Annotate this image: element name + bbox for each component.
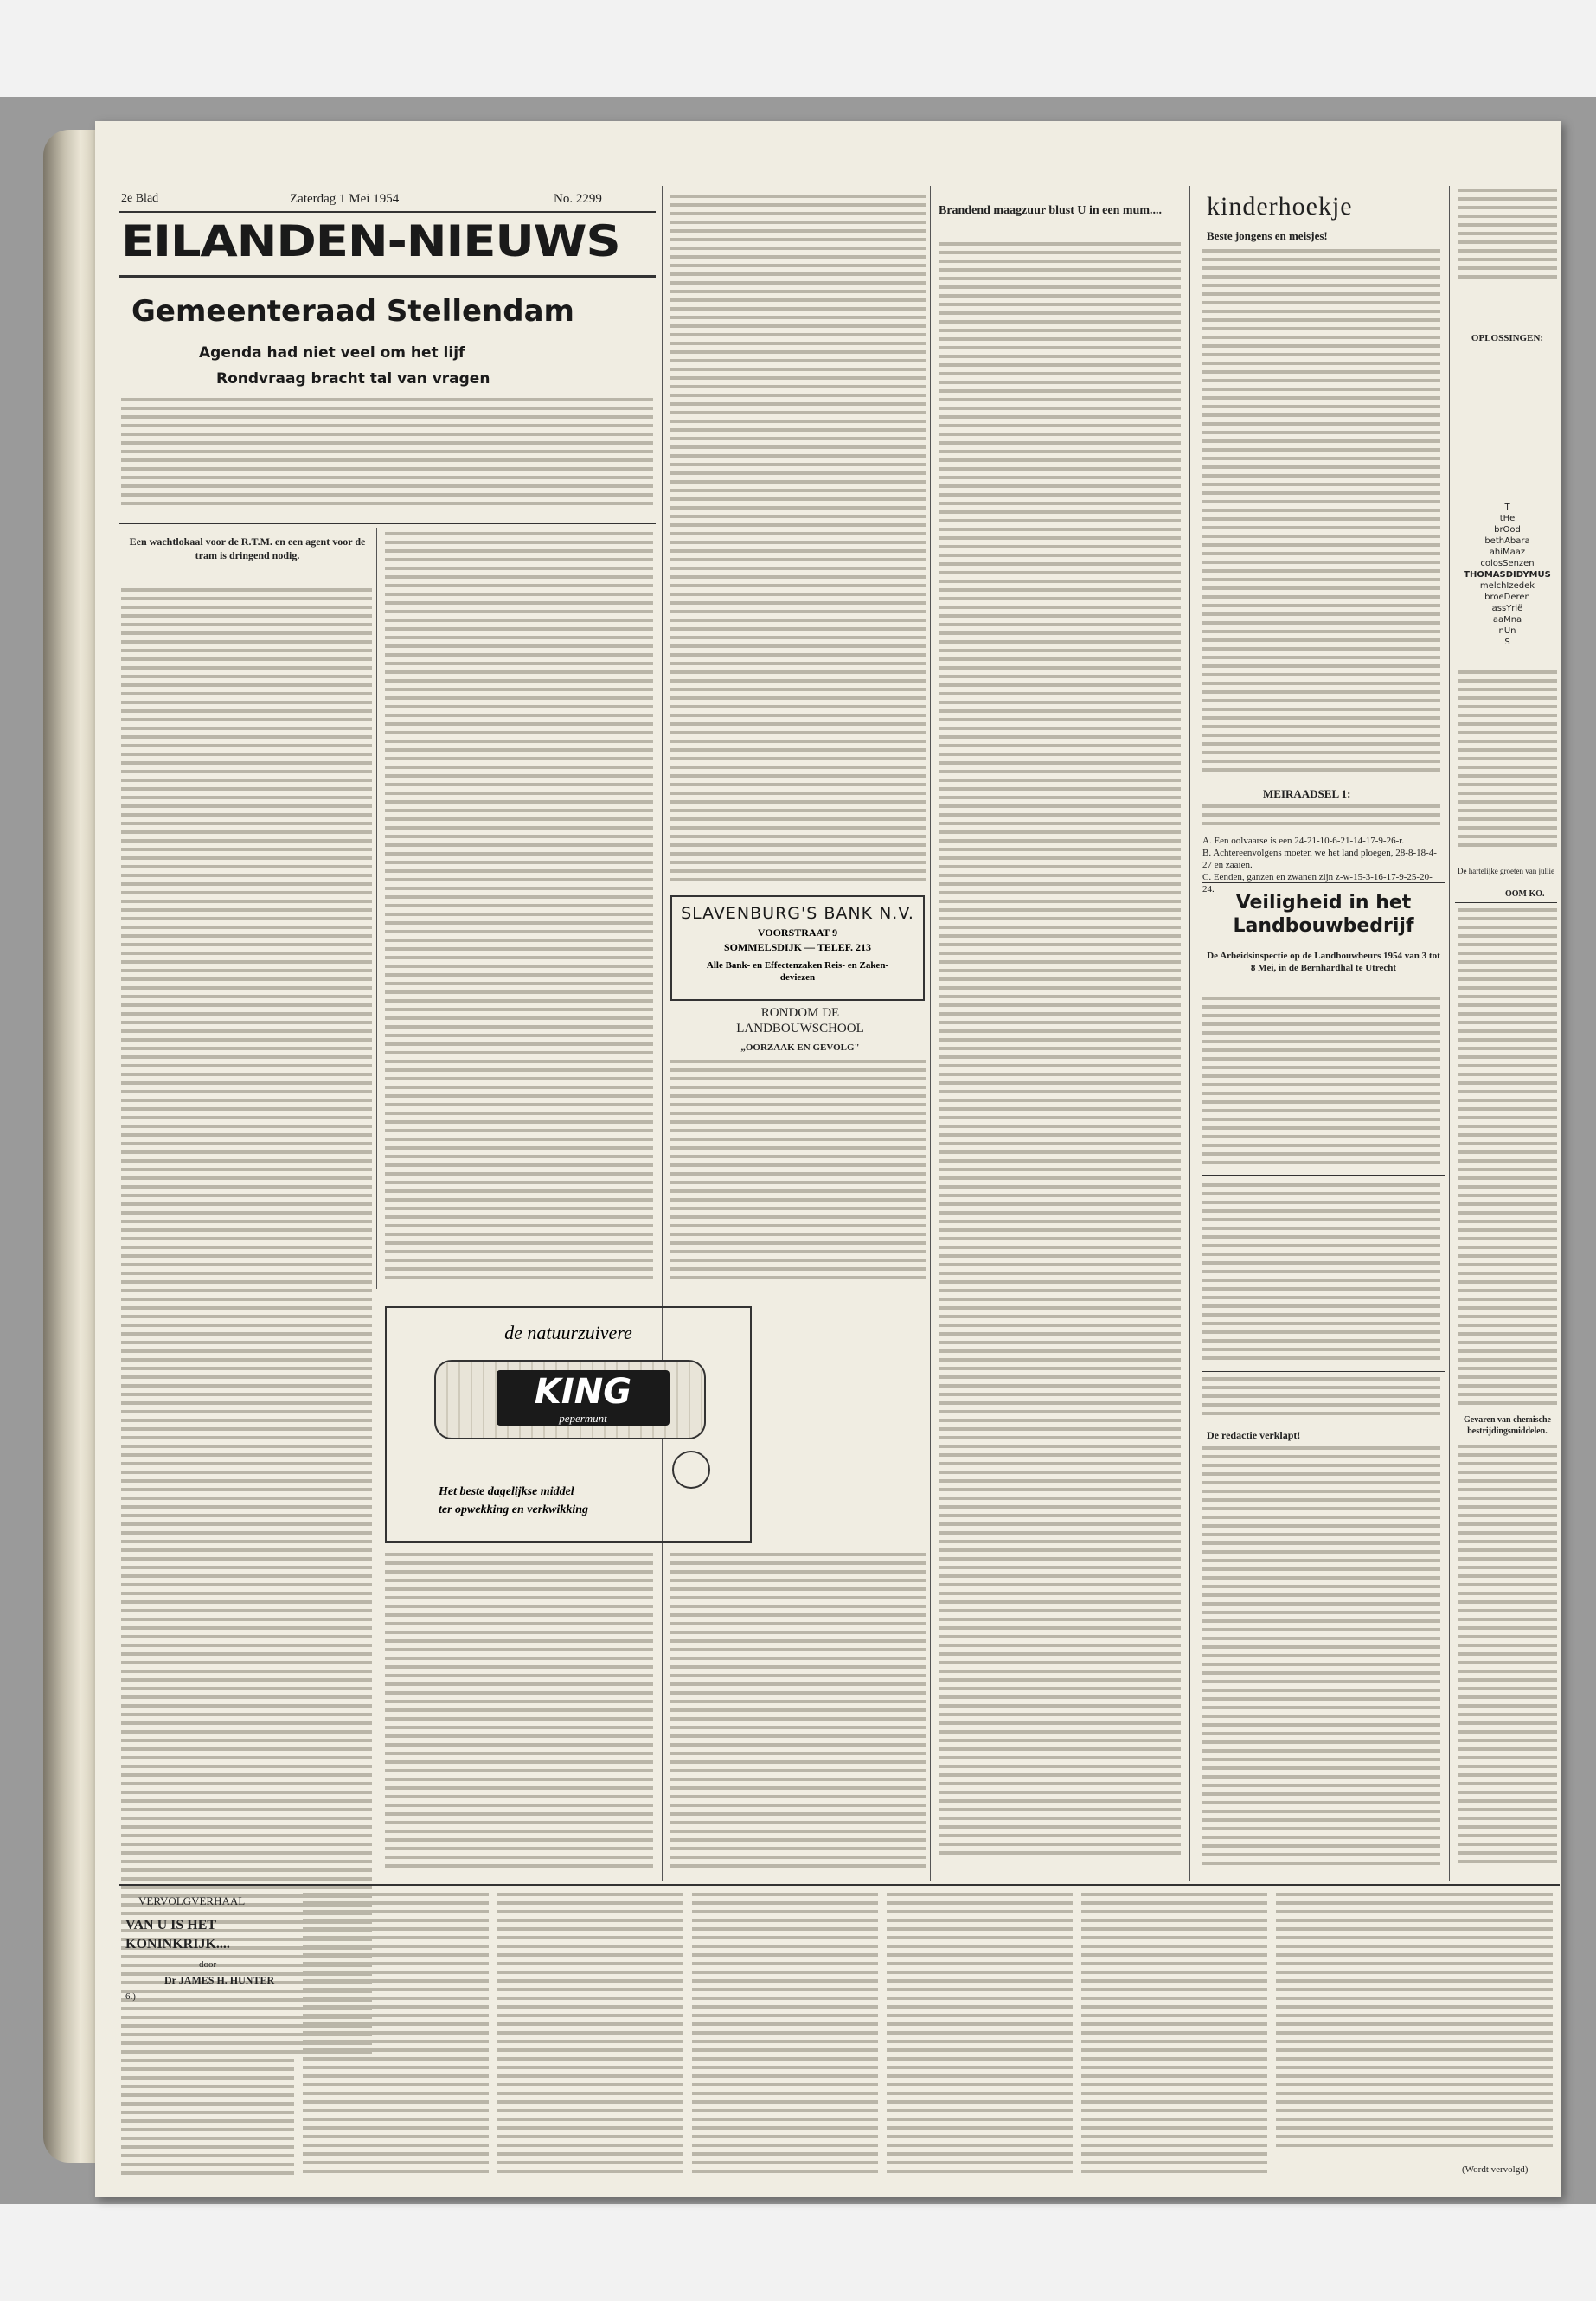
oktober-notice <box>1202 1183 1440 1365</box>
divider-col5-a <box>1202 1175 1445 1176</box>
acrostic-line: aaMna <box>1492 615 1522 625</box>
serial-text-5 <box>887 1893 1073 2182</box>
veiligheid-text-col5 <box>1202 997 1440 1170</box>
serial-title: VAN U IS HET KONINKRIJK.... <box>125 1918 230 1952</box>
bank-name: SLAVENBURG'S BANK N.V. <box>681 904 914 923</box>
redactie-text <box>1202 1446 1440 1875</box>
column-divider-3 <box>930 186 931 1881</box>
masthead: EILANDEN-NIEUWS <box>121 216 620 266</box>
meiraadsel-title: MEIRAADSEL 1: <box>1263 787 1351 800</box>
bank-services: Alle Bank- en Effectenzaken Reis- en Zaken-deviezen <box>706 960 889 983</box>
issue-number: No. 2299 <box>554 192 602 206</box>
acrostic-line: ahiMaaz <box>1489 548 1526 557</box>
column-divider-5 <box>1449 186 1450 1881</box>
kinderhoekje-title: kinderhoekje <box>1207 192 1353 221</box>
divider-col6 <box>1455 902 1557 903</box>
article-intro-text <box>121 398 653 519</box>
maagzuur-ad-title: Brandend maagzuur blust U in een mum.... <box>939 204 1163 217</box>
acrostic-line: colosSenzen <box>1480 559 1535 568</box>
serial-text-1 <box>121 2007 294 2180</box>
landbouw-subtitle: „OORZAAK EN GEVOLG" <box>740 1042 860 1053</box>
serial-author: Dr JAMES H. HUNTER <box>164 1974 275 1986</box>
kinderhoekje-closing-text <box>1458 670 1557 861</box>
acrostic-line: brOod <box>1494 525 1521 535</box>
bank-address: VOORSTRAAT 9 <box>757 926 838 939</box>
landbouw-text-col3 <box>670 1060 926 1289</box>
kinderhoekje-greeting: Beste jongens en meisjes! <box>1207 229 1328 242</box>
kinderhoekje-closing: De hartelijke groeten van jullie <box>1458 867 1554 875</box>
acrostic-line: T <box>1504 503 1510 512</box>
acrostic-line: assYrië <box>1491 604 1523 613</box>
meiraadsel-item-b: B. Achtereenvolgens moeten we het land ploegen, 28-8-18-4-27 en zaaien. <box>1202 848 1437 870</box>
kinderhoekje-rule <box>1202 882 1445 883</box>
king-ad-line2: Het beste dagelijkse middel <box>439 1485 574 1498</box>
article-subtitle-2: Rondvraag bracht tal van vragen <box>216 370 490 388</box>
serial-chapter: 6.) <box>125 1991 136 2002</box>
serial-text-7 <box>1276 1893 1553 2152</box>
serial-text-3 <box>497 1893 683 2182</box>
acrostic-line: bethAbara <box>1484 536 1530 546</box>
bank-city: SOMMELSDIJK — TELEF. 213 <box>723 941 872 953</box>
veiligheid-title: Veiligheid in het Landbouwbedrijf <box>1233 892 1414 937</box>
serial-by: door <box>199 1959 217 1970</box>
meiraadsel-item-c: C. Eenden, ganzen en zwanen zijn z-w-15-3-16-17-9-25-20-24. <box>1202 872 1433 894</box>
acrostic-line: tHe <box>1499 514 1516 523</box>
landbouw-title: RONDOM DE LANDBOUWSCHOOL <box>736 1006 864 1035</box>
acrostic-line: melchIzedek <box>1479 581 1535 591</box>
meiraadsel-items <box>1202 835 1440 895</box>
article-column-3 <box>670 195 926 891</box>
scan-margin-bottom <box>0 2204 1596 2301</box>
maandag-notice <box>1202 1377 1440 1425</box>
king-roll-illustration <box>434 1360 706 1439</box>
king-brand: KING <box>534 1372 632 1412</box>
serial-top-rule <box>119 1884 1560 1886</box>
header-rule <box>119 211 656 213</box>
serial-text-2 <box>303 1893 489 2182</box>
oplossingen-title: OPLOSSINGEN: <box>1471 333 1544 343</box>
column-divider-2 <box>662 186 663 1881</box>
acrostic-line: THOMASDIDYMUS <box>1464 570 1551 580</box>
serial-continued: (Wordt vervolgd) <box>1462 2164 1529 2175</box>
acrostic-line: nUn <box>1498 626 1516 636</box>
scan-margin-top <box>0 0 1596 97</box>
acrostic-line: broeDeren <box>1484 593 1530 602</box>
acrostic-line: S <box>1504 638 1510 647</box>
article-column-2 <box>385 532 653 1285</box>
serial-text-4 <box>692 1893 878 2182</box>
meiraadsel-item-a: A. Een oolvaarse is een 24-21-10-6-21-14-17-9-26-r. <box>1202 836 1405 846</box>
blad-label: 2e Blad <box>121 192 159 205</box>
veiligheid-subtitle: De Arbeidsinspectie op de Landbouwbeurs 1954 van 3 tot 8 Mei, in de Bernhardhal te Utrecht <box>1207 951 1440 973</box>
binding-edge <box>43 130 97 2163</box>
divider-col5-b <box>1202 1371 1445 1372</box>
article-subtitle-1: Agenda had niet veel om het lijf <box>199 344 465 362</box>
serial-label: VERVOLGVERHAAL <box>138 1894 246 1907</box>
king-ad-line3: ter opwekking en verkwikking <box>439 1503 589 1516</box>
article-column-4 <box>939 242 1181 1873</box>
article-column-2-bottom <box>385 1553 653 1873</box>
serial-text-6 <box>1081 1893 1267 2182</box>
gevaren-subhead: Gevaren van chemische bestrijdingsmiddelen. <box>1464 1415 1551 1436</box>
intro-rule <box>119 523 656 524</box>
acrostic-puzzle <box>1458 502 1557 648</box>
meiraadsel-intro <box>1202 804 1440 830</box>
king-sub: pepermunt <box>559 1412 607 1425</box>
column-divider-4 <box>1189 186 1190 1881</box>
kinderhoekje-signature: OOM KO. <box>1505 889 1545 899</box>
gevaren-text <box>1458 1445 1557 1873</box>
king-pepermunt-ad <box>385 1306 752 1543</box>
redactie-title: De redactie verklapt! <box>1207 1429 1301 1441</box>
article-title: Gemeenteraad Stellendam <box>131 294 574 329</box>
article-column-3-bottom <box>670 1553 926 1873</box>
veiligheid-text-col6 <box>1458 908 1557 1410</box>
bank-ad <box>670 895 925 1001</box>
king-flower-icon <box>672 1451 710 1489</box>
subhead-wachtlokaal: Een wachtlokaal voor de R.T.M. en een agent voor de tram is dringend nodig. <box>129 535 366 561</box>
kinderhoekje-text <box>1202 249 1440 781</box>
issue-date: Zaterdag 1 Mei 1954 <box>290 192 400 206</box>
masthead-rule <box>119 275 656 278</box>
king-ad-line1: de natuurzuivere <box>504 1322 632 1343</box>
column-divider-1 <box>376 528 377 1289</box>
newspaper-page <box>95 121 1561 2197</box>
